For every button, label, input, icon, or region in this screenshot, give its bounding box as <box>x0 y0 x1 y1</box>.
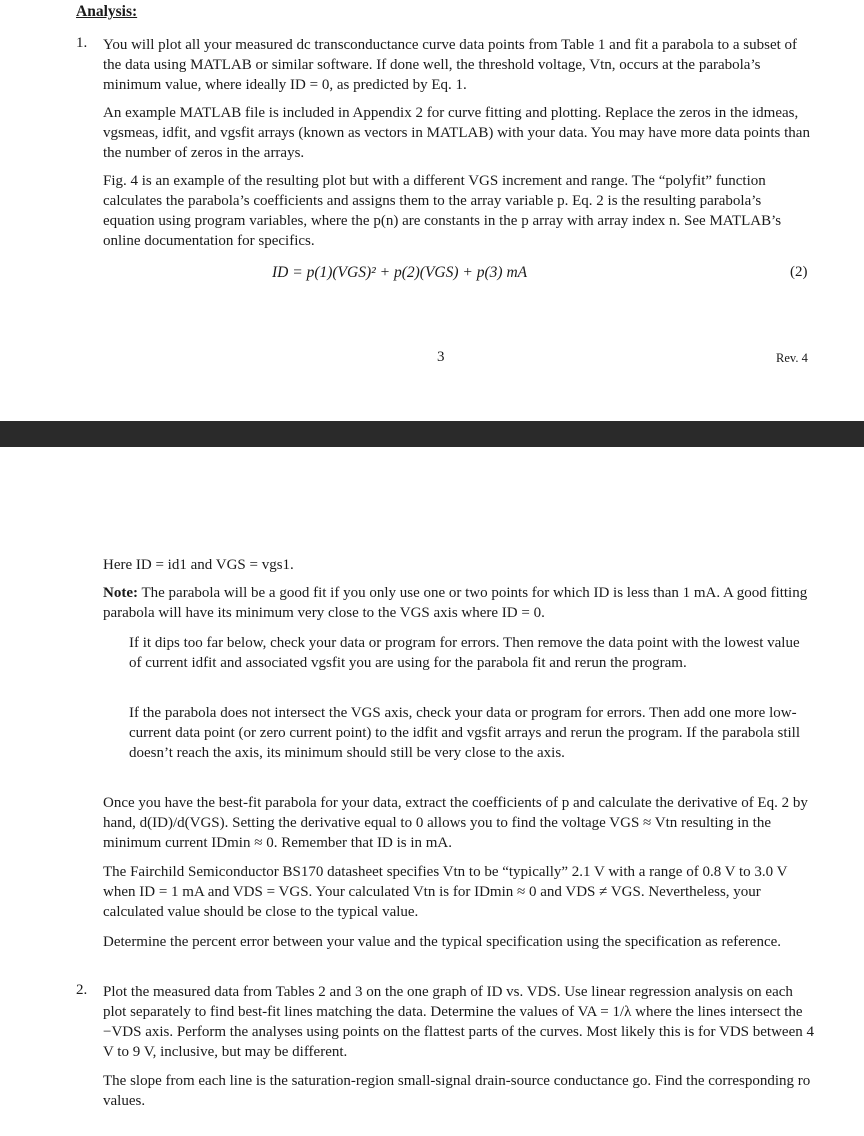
page-break-divider <box>0 421 864 447</box>
item-1-paragraph-1: You will plot all your measured dc transconductance curve data points from Table 1 and fit a parabola to a subset of the data using MATLAB or similar software. If done well, the threshold voltage, Vtn, occurs at the parabola’s minimum value, where ideally ID = 0, as predicted by Eq. 1. <box>103 37 798 93</box>
section-heading: Analysis: <box>76 3 138 20</box>
note-text: The parabola will be a good fit if you only use one or two points for which ID is less than 1 mA. A good fitting parabola will have its minimum very close to the VGS axis where ID = 0. <box>103 585 808 621</box>
item-2-paragraph-1: Plot the measured data from Tables 2 and 3 on the one graph of ID vs. VDS. Use linear regression analysis on each plot separately to find best-fit lines matching the data. Determine the values of VA = 1/λ where the lines intersect the −VDS axis. Perform the analyses using points on the flattest parts of the curves. Most likely this is for VDS between 4 V to 9 V, inclusive, but may be different. <box>103 984 814 1060</box>
item-1-paragraph-2: An example MATLAB file is included in Appendix 2 for curve fitting and plotting. Replace the zeros in the idmeas, vgsmeas, idfit, and vgsfit arrays (known as vectors in MATLAB) with your data. You may have more data points than the number of zeros in the arrays. <box>103 105 810 161</box>
revision-label: Rev. 4 <box>776 351 808 365</box>
item-2-paragraph-2: The slope from each line is the saturation-region small-signal drain-source conductance go. Find the corresponding ro values. <box>103 1073 811 1109</box>
note-label: Note: <box>103 585 138 601</box>
percent-error-paragraph: Determine the percent error between your value and the typical specification using the specification as reference. <box>103 934 782 950</box>
note-paragraph-2: If it dips too far below, check your data or program for errors. Then remove the data point with the lowest value of current idfit and associated vgsfit you are using for the parabola fit and rerun the program. <box>129 635 800 671</box>
item-1-number: 1. <box>76 35 88 51</box>
here-variables-line: Here ID = id1 and VGS = vgs1. <box>103 557 294 573</box>
equation-2: ID = p(1)(VGS)² + p(2)(VGS) + p(3) mA <box>272 264 528 281</box>
item-1-paragraph-3: Fig. 4 is an example of the resulting plot but with a different VGS increment and range. The “polyfit” function calculates the parabola’s coefficients and assigns them to the array variable p. Eq. 2 is the resulting parabola’s equation using program variables, where the p(n) are constants in the p array with array index n. See MATLAB’s online documentation for specifics. <box>103 173 782 249</box>
note-block <box>103 583 815 623</box>
page-4 <box>0 447 864 1136</box>
note-paragraph-3: If the parabola does not intersect the VGS axis, check your data or program for errors. Then add one more low-current data point (or zero current point) to the idfit and vgsfit arrays and rerun the program. If the parabola still doesn’t reach the axis, its minimum should still be very close to the axis. <box>129 705 801 761</box>
page-number: 3 <box>437 349 445 365</box>
page-3 <box>0 0 864 421</box>
derivative-paragraph: Once you have the best-fit parabola for your data, extract the coefficients of p and calculate the derivative of Eq. 2 by hand, d(ID)/d(VGS). Setting the derivative equal to 0 allows you to find the voltage VGS ≈ Vtn resulting in the minimum current IDmin ≈ 0. Remember that ID is in mA. <box>103 795 808 851</box>
equation-number: (2) <box>790 264 808 280</box>
item-2-number: 2. <box>76 982 88 998</box>
datasheet-paragraph: The Fairchild Semiconductor BS170 datasheet specifies Vtn to be “typically” 2.1 V with a range of 0.8 V to 3.0 V when ID = 1 mA and VDS = VGS. Your calculated Vtn is for IDmin ≈ 0 and VDS ≠ VGS. Nevertheless, your calculated value should be close to the typical value. <box>103 864 788 920</box>
